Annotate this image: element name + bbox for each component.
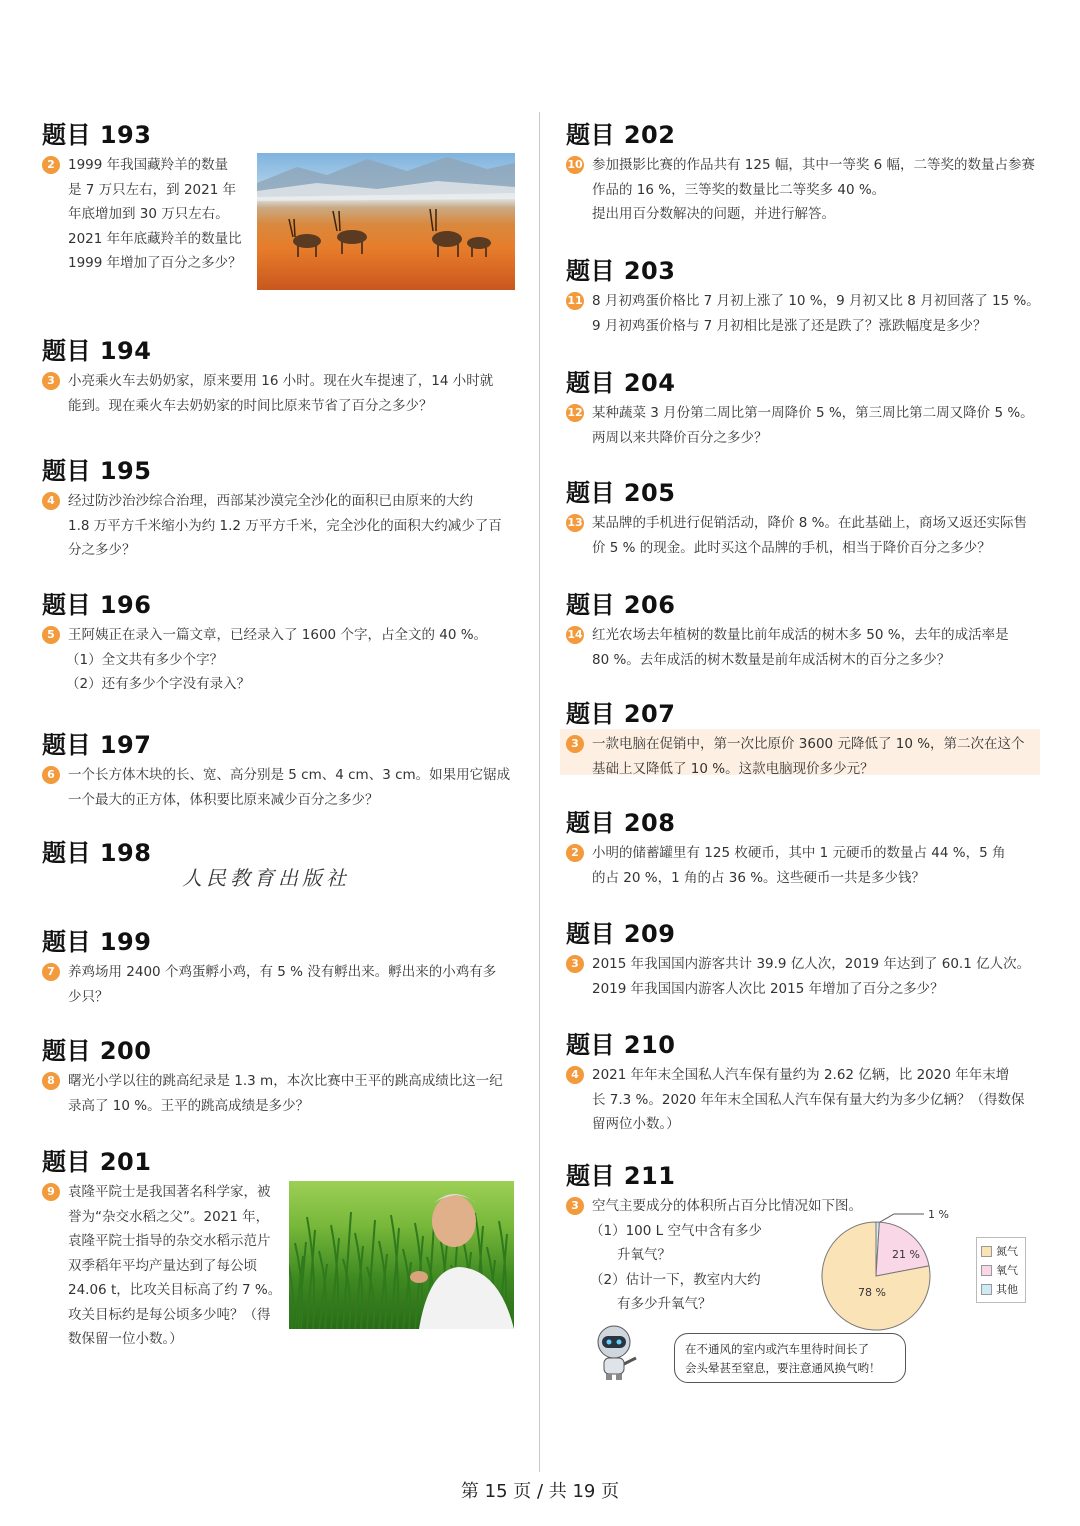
question-body [566,1194,1046,1317]
speech-bubble [674,1333,906,1383]
question-text-line: 一款电脑在促销中，第一次比原价 3600 元降低了 10 %，第二次在这个 [592,736,1025,752]
question-text-line: 基础上又降低了 10 %。这款电脑现价多少元？ [592,760,874,777]
question-211 [566,1161,1046,1317]
question-title: 题目 198 [42,839,152,867]
question-text-line: 2019 年我国国内游客人次比 2015 年增加了百分之多少？ [592,980,944,997]
question-number-badge: 7 [42,963,60,981]
question-title: 题目 206 [566,591,676,619]
question-text-line: 2021 年年末全国私人汽车保有量约为 2.62 亿辆，比 2020 年年末增 [592,1067,1010,1083]
question-text-line: 攻关目标约是每公顷多少吨？（得 [68,1306,271,1323]
question-text-line: 红光农场去年植树的数量比前年成活的树木多 50 %，去年的成活率是 [592,627,1009,643]
question-title: 题目 196 [42,591,152,619]
robot-mascot-icon [586,1322,646,1386]
question-206 [566,590,1046,672]
question-title: 题目 195 [42,457,152,485]
air-composition-pie-chart [810,1200,970,1340]
legend-label: 氮气 [996,1245,1018,1258]
question-number-badge: 14 [566,626,584,644]
question-text-line: 两周以来共降价百分之多少？ [592,429,768,446]
bubble-text-line: 会头晕甚至窒息，要注意通风换气哟！ [685,1361,881,1375]
question-204 [566,368,1046,450]
question-text-line: 小亮乘火车去奶奶家，原来要用 16 小时。现在火车提速了，14 小时就 [68,373,494,389]
pie-leader-line [880,1214,924,1222]
question-title: 题目 208 [566,809,676,837]
question-number-badge: 2 [566,844,584,862]
legend-swatch [981,1284,992,1295]
question-number-badge: 12 [566,404,584,422]
question-text-line: 80 %。去年成活的树木数量是前年成活树木的百分之多少？ [592,651,951,668]
question-210 [566,1030,1046,1137]
sub-question: 有多少升氧气？ [590,1296,712,1312]
question-text-line: 2015 年我国国内游客共计 39.9 亿人次，2019 年达到了 60.1 亿人次。 [592,956,1031,972]
question-number-badge: 4 [42,492,60,510]
question-194 [42,336,542,418]
question-text-line: 年底增加到 30 万只左右。 [68,206,229,222]
question-text-line: 1999 年我国藏羚羊的数量 [68,157,229,173]
question-number-badge: 4 [566,1066,584,1084]
question-text-line: 数保留一位小数。） [68,1331,183,1347]
question-number-badge: 9 [42,1183,60,1201]
question-text-line: 8 月初鸡蛋价格比 7 月初上涨了 10 %，9 月初又比 8 月初回落了 15 %。 [592,293,1040,309]
question-text-line: 录高了 10 %。王平的跳高成绩是多少？ [68,1097,310,1114]
question-text-line: 某种蔬菜 3 月份第二周比第一周降价 5 %，第三周比第二周又降价 5 %。 [592,405,1034,421]
pie-label-2: 1 % [928,1208,949,1221]
question-number-badge: 3 [566,955,584,973]
question-text-line: 作品的 16 %，三等奖的数量比二等奖多 40 %。 [592,181,886,198]
question-number-badge: 11 [566,292,584,310]
sub-question: 升氧气？ [590,1247,671,1263]
question-body [566,289,1046,338]
question-body [42,369,542,418]
question-body [42,960,542,1009]
question-text-line: 一个最大的正方体，体积要比原来减少百分之多少？ [68,791,379,808]
question-text-line: 袁隆平院士指导的杂交水稻示范片 [68,1233,271,1249]
pie-legend [976,1237,1026,1303]
question-body [566,732,1046,781]
question-number-badge: 2 [42,156,60,174]
question-body [566,952,1046,1001]
question-text-line: 1999 年增加了百分之多少？ [68,255,242,271]
legend-label: 氧气 [996,1264,1018,1277]
left-column [42,0,542,1480]
question-number-badge: 3 [566,735,584,753]
sub-question: （2）估计一下，教室内大约 [590,1271,761,1288]
question-text-line: 双季稻年平均产量达到了每公顷 [68,1257,257,1274]
question-title: 题目 199 [42,928,152,956]
legend-item [981,1280,1021,1299]
question-199 [42,927,542,1009]
question-body [566,153,1046,227]
question-body [566,511,1046,560]
publisher-seal: 人民教育出版社 [182,866,350,890]
question-number-badge: 13 [566,514,584,532]
question-body [42,763,542,812]
question-title: 题目 202 [566,121,676,149]
legend-swatch [981,1246,992,1257]
question-text-line: 小明的储蓄罐里有 125 枚硬币，其中 1 元硬币的数量占 44 %，5 角 [592,845,1006,861]
question-title: 题目 203 [566,257,676,285]
question-title: 题目 210 [566,1031,676,1059]
question-202 [566,120,1046,227]
question-text-line: 誉为“杂交水稻之父”。2021 年， [68,1208,270,1225]
question-body [42,623,542,697]
question-title: 题目 207 [566,700,676,728]
question-body [42,489,542,563]
rice-field-photo [289,1181,514,1329]
question-text-line: 1.8 万平方千米缩小为约 1.2 万平方千米，完全沙化的面积大约减少了百 [68,517,502,534]
legend-item [981,1242,1021,1261]
question-197 [42,730,542,812]
question-body [566,1063,1046,1137]
question-body [566,401,1046,450]
question-number-badge: 5 [42,626,60,644]
question-text-line: 分之多少？ [68,542,136,558]
question-195 [42,456,542,563]
bubble-text-line: 在不通风的室内或汽车里待时间长了 [685,1342,869,1356]
question-text-line: 空气主要成分的体积所占百分比情况如下图。 [592,1198,862,1214]
question-200 [42,1036,542,1118]
question-text-line: 某品牌的手机进行促销活动，降价 8 %。在此基础上，商场又返还实际售 [592,515,1027,531]
sub-question: （1）全文共有多少个字？ [66,651,224,668]
question-text-line: 一个长方体木块的长、宽、高分别是 5 cm、4 cm、3 cm。如果用它锯成 [68,767,511,783]
right-column [566,0,1046,1480]
column-divider [539,112,540,1472]
question-text-line: 2021 年年底藏羚羊的数量比 [68,230,242,247]
question-title: 题目 194 [42,337,152,365]
question-203 [566,256,1046,338]
question-title: 题目 204 [566,369,676,397]
question-208 [566,808,1046,890]
question-text-line: 提出用百分数解决的问题，并进行解答。 [592,206,835,222]
question-text-line: 养鸡场用 2400 个鸡蛋孵小鸡，有 5 % 没有孵出来。孵出来的小鸡有多 [68,964,497,980]
question-text-line: 的占 20 %，1 角的占 36 %。这些硬币一共是多少钱？ [592,869,926,886]
sub-question: （2）还有多少个字没有录入？ [66,676,251,692]
question-text-line: 价 5 % 的现金。此时买这个品牌的手机，相当于降价百分之多少？ [592,539,991,556]
question-body [42,1069,542,1118]
legend-label: 其他 [996,1283,1018,1296]
question-text-line: 曙光小学以往的跳高纪录是 1.3 m，本次比赛中王平的跳高成绩比这一纪 [68,1073,503,1089]
question-text-line: 是 7 万只左右，到 2021 年 [68,181,237,198]
question-title: 题目 197 [42,731,152,759]
page-footer: 第 15 页 / 共 19 页 [460,1481,620,1502]
question-title: 题目 209 [566,920,676,948]
question-text-line: 袁隆平院士是我国著名科学家，被 [68,1184,271,1200]
question-number-badge: 6 [42,766,60,784]
question-number-badge: 3 [42,372,60,390]
sub-question: （1）100 L 空气中含有多少 [590,1222,762,1239]
question-title: 题目 193 [42,121,152,149]
question-text-line: 24.06 t，比攻关目标高了约 7 %。 [68,1282,282,1298]
question-title: 题目 200 [42,1037,152,1065]
question-number-badge: 10 [566,156,584,174]
question-text-line: 王阿姨正在录入一篇文章，已经录入了 1600 个字，占全文的 40 %。 [68,627,488,643]
question-body [566,841,1046,890]
question-text-line: 经过防沙治沙综合治理，西部某沙漠完全沙化的面积已由原来的大约 [68,493,473,509]
legend-item [981,1261,1021,1280]
question-text-line: 能到。现在乘火车去奶奶家的时间比原来节省了百分之多少？ [68,397,433,414]
question-text-line: 留两位小数。） [592,1116,680,1132]
question-body [566,623,1046,672]
question-text-line: 长 7.3 %。2020 年年末全国私人汽车保有量大约为多少亿辆？（得数保 [592,1091,1025,1108]
question-title: 题目 211 [566,1162,676,1190]
question-text-line: 9 月初鸡蛋价格与 7 月初相比是涨了还是跌了？涨跌幅度是多少？ [592,317,987,334]
legend-swatch [981,1265,992,1276]
question-number-badge: 8 [42,1072,60,1090]
question-205 [566,478,1046,560]
question-209 [566,919,1046,1001]
question-196 [42,590,542,697]
question-title: 题目 205 [566,479,676,507]
question-207 [566,699,1046,781]
pie-label-0: 78 % [858,1286,886,1299]
question-number-badge: 3 [566,1197,584,1215]
pie-label-1: 21 % [892,1248,920,1261]
question-title: 题目 201 [42,1148,152,1176]
question-text-line: 少只？ [68,988,109,1005]
antelope-photo [257,153,515,290]
question-text-line: 参加摄影比赛的作品共有 125 幅，其中一等奖 6 幅，二等奖的数量占参赛 [592,157,1036,173]
